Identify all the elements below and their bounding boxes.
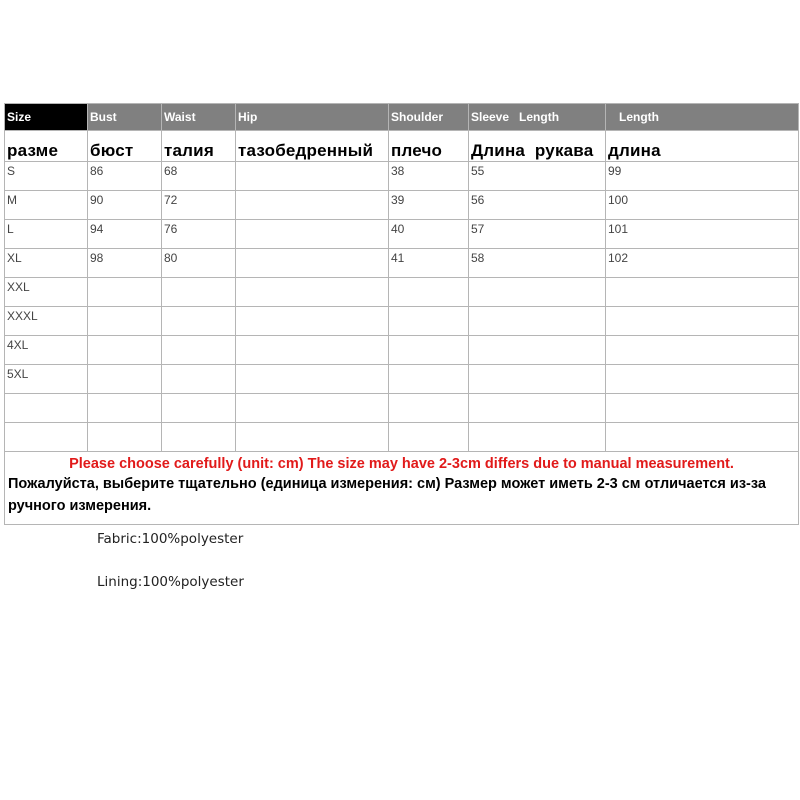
cell-shoulder [389, 307, 469, 336]
lining-text: Lining:100%polyester [97, 574, 244, 590]
cell-size: XL [5, 249, 88, 278]
cell-sleeve-length [469, 278, 606, 307]
cell-size: XXL [5, 278, 88, 307]
cell-hip [236, 162, 389, 191]
cell-bust [88, 365, 162, 394]
table-row [5, 394, 799, 423]
col-header-ru-size: разме [5, 131, 88, 162]
col-header-bust: Bust [88, 104, 162, 131]
cell-shoulder: 39 [389, 191, 469, 220]
col-header-size: Size [5, 104, 88, 131]
cell-bust [88, 278, 162, 307]
col-header-hip: Hip [236, 104, 389, 131]
cell-length [606, 365, 799, 394]
cell-hip [236, 249, 389, 278]
cell-hip [236, 278, 389, 307]
cell-size: 4XL [5, 336, 88, 365]
table-row [5, 162, 799, 191]
table-row [5, 278, 799, 307]
col-header-ru-hip: тазобедренный [236, 131, 389, 162]
cell-waist: 72 [162, 191, 236, 220]
cell-shoulder [389, 365, 469, 394]
note-row [5, 452, 799, 525]
cell-hip [236, 394, 389, 423]
cell-hip [236, 191, 389, 220]
cell-length [606, 423, 799, 452]
cell-size [5, 423, 88, 452]
cell-sleeve-length [469, 336, 606, 365]
cell-length: 101 [606, 220, 799, 249]
cell-waist [162, 336, 236, 365]
size-chart [4, 103, 798, 525]
cell-hip [236, 423, 389, 452]
cell-bust [88, 423, 162, 452]
cell-waist [162, 365, 236, 394]
cell-sleeve-length: 58 [469, 249, 606, 278]
cell-waist: 76 [162, 220, 236, 249]
cell-size: XXXL [5, 307, 88, 336]
table-row [5, 365, 799, 394]
size-rows [5, 162, 799, 452]
col-header-waist: Waist [162, 104, 236, 131]
cell-length [606, 336, 799, 365]
table-row [5, 307, 799, 336]
cell-hip [236, 365, 389, 394]
col-header-sleeve-length: Sleeve Length [469, 104, 606, 131]
cell-sleeve-length [469, 394, 606, 423]
cell-bust [88, 307, 162, 336]
cell-size: 5XL [5, 365, 88, 394]
cell-sleeve-length [469, 423, 606, 452]
cell-length [606, 394, 799, 423]
header-row-ru [5, 131, 799, 162]
cell-length [606, 307, 799, 336]
cell-sleeve-length [469, 365, 606, 394]
cell-sleeve-length [469, 307, 606, 336]
cell-length: 102 [606, 249, 799, 278]
cell-waist [162, 278, 236, 307]
cell-shoulder [389, 423, 469, 452]
cell-sleeve-length: 55 [469, 162, 606, 191]
fabric-text: Fabric:100%polyester [97, 531, 244, 547]
cell-waist [162, 307, 236, 336]
cell-bust: 86 [88, 162, 162, 191]
cell-sleeve-length: 56 [469, 191, 606, 220]
cell-sleeve-length: 57 [469, 220, 606, 249]
table-row [5, 336, 799, 365]
table-row [5, 191, 799, 220]
col-header-shoulder: Shoulder [389, 104, 469, 131]
cell-waist [162, 423, 236, 452]
cell-shoulder: 40 [389, 220, 469, 249]
cell-shoulder [389, 394, 469, 423]
header-row-en [5, 104, 799, 131]
table-row [5, 423, 799, 452]
note-cell [5, 452, 799, 525]
cell-size: L [5, 220, 88, 249]
cell-hip [236, 220, 389, 249]
col-header-ru-shoulder: плечо [389, 131, 469, 162]
cell-shoulder [389, 278, 469, 307]
cell-length [606, 278, 799, 307]
cell-shoulder: 38 [389, 162, 469, 191]
note-en: Please choose carefully (unit: cm) The size may have 2-3cm differs due to manual measurement. [69, 456, 734, 472]
size-table [4, 103, 799, 525]
cell-size [5, 394, 88, 423]
col-header-ru-length: длина [606, 131, 799, 162]
cell-bust [88, 336, 162, 365]
cell-waist [162, 394, 236, 423]
cell-bust: 90 [88, 191, 162, 220]
cell-waist: 68 [162, 162, 236, 191]
cell-bust: 94 [88, 220, 162, 249]
table-row [5, 220, 799, 249]
note-ru: Пожалуйста, выберите тщательно (единица измерения: см) Размер может иметь 2-3 см отличается из-за ручного измерения. [8, 476, 766, 514]
cell-shoulder: 41 [389, 249, 469, 278]
table-row [5, 249, 799, 278]
cell-shoulder [389, 336, 469, 365]
col-header-ru-sleeve-length: Длина рукава [469, 131, 606, 162]
cell-hip [236, 336, 389, 365]
cell-bust [88, 394, 162, 423]
cell-bust: 98 [88, 249, 162, 278]
cell-length: 100 [606, 191, 799, 220]
cell-size: M [5, 191, 88, 220]
cell-waist: 80 [162, 249, 236, 278]
col-header-ru-waist: талия [162, 131, 236, 162]
cell-length: 99 [606, 162, 799, 191]
col-header-length: Length [606, 104, 799, 131]
cell-size: S [5, 162, 88, 191]
cell-hip [236, 307, 389, 336]
col-header-ru-bust: бюст [88, 131, 162, 162]
